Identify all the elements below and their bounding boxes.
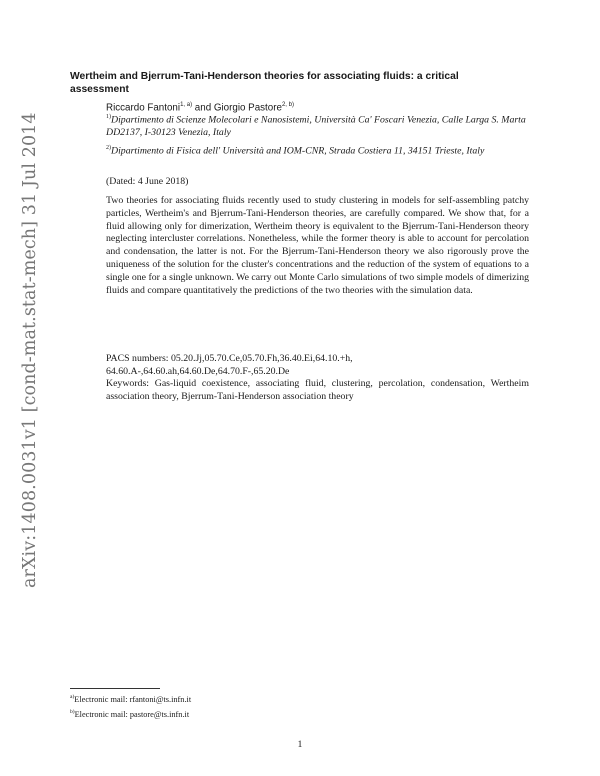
affiliation-1 xyxy=(106,111,536,139)
keywords-text: Gas-liquid coexistence, associating fluid, clustering, percolation, condensation, Wertheim association theory, Bjerrum-Tani-Henderson association theory xyxy=(106,378,529,402)
page-number: 1 xyxy=(297,739,303,750)
keywords xyxy=(106,378,529,404)
footnote-b-text: Electronic mail: pastore@ts.infn.it xyxy=(74,709,190,719)
affiliation-2-mark: 2) xyxy=(106,145,111,151)
author-conjunction: and xyxy=(192,102,214,114)
keywords-label: Keywords: xyxy=(106,378,149,389)
arxiv-stamp xyxy=(14,112,44,588)
footnote-a xyxy=(70,692,191,705)
footnote-a-text: Electronic mail: rfantoni@ts.infn.it xyxy=(74,694,192,704)
author-1: Riccardo Fantoni xyxy=(106,102,181,114)
footnote-a-mark: a) xyxy=(70,694,75,700)
paper-title: Wertheim and Bjerrum-Tani-Henderson theories for associating fluids: a critical assessment xyxy=(70,71,459,95)
pacs-numbers xyxy=(106,353,529,379)
footnote-b-mark: b) xyxy=(70,709,75,715)
footnote-b xyxy=(70,707,189,720)
affiliation-1-mark: 1) xyxy=(106,114,111,120)
author-2: Giorgio Pastore xyxy=(213,102,282,114)
pacs-line-2: 64.60.A-,64.60.ah,64.60.De,64.70.F-,65.20.De xyxy=(106,365,290,377)
pacs-line-1: 05.20.Jj,05.70.Ce,05.70.Fh,36.40.Ei,64.10.+h, xyxy=(168,353,353,364)
dated-line: (Dated: 4 June 2018) xyxy=(106,176,189,187)
abstract: Two theories for associating fluids recently used to study clustering in models for self-assembling patchy particles, Wertheim's and Bjerrum-Tani-Henderson theories, are carefully compared. We show that, for a fluid allowing only for dimerization, Wertheim theory is equivalent to the Bjerrum-Tani-Henderson theory neglecting intercluster correlations. Nonetheless, while the former theory is able to account for percolation and condensation, the latter is not. For the Bjerrum-Tani-Henderson theory we also rigorously prove the uniqueness of the solution for the cluster's concentrations and the reduction of the system of equations to a single one for a single unknown. We carry out Monte Carlo simulations of two simple models of dimerizing fluids and compare quantitatively the predictions of the two theories with the simulation data. xyxy=(106,195,529,296)
author-2-mark: 2, b) xyxy=(281,102,294,108)
affiliation-2-text: Dipartimento di Fisica dell' Università and IOM-CNR, Strada Costiera 11, 34151 Trieste, Italy xyxy=(111,145,485,157)
affiliation-2 xyxy=(106,142,536,158)
author-1-mark: 1, a) xyxy=(180,102,193,108)
affiliation-1-text: Dipartimento di Scienze Molecolari e Nanosistemi, Università Ca' Foscari Venezia, Calle Larga S. Marta DD2137, I-30123 Venezia, Italy xyxy=(106,114,526,138)
arxiv-stamp-text: arXiv:1408.0031v1 [cond-mat.stat-mech] 31 Jul 2014 xyxy=(20,112,40,588)
pacs-label: PACS numbers: xyxy=(106,353,169,364)
footnote-rule xyxy=(70,688,160,689)
